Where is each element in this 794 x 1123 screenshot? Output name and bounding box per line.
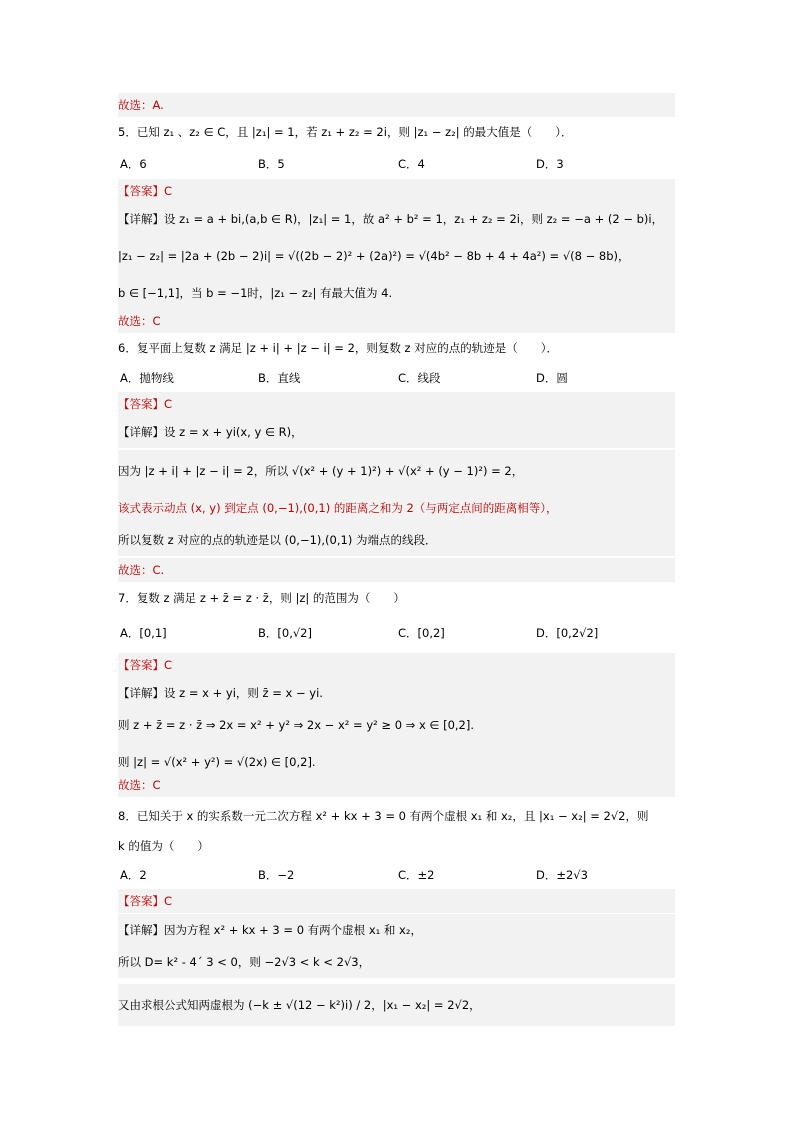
solution-8-line-3: 又由求根公式知两虚根为 (−k ± √(12 − k²)i) / 2，|x₁ − x₂| = 2√2， [118,984,675,1026]
question-7-options [118,617,675,649]
question-7-stem: 7．复数 z 满足 z + z̄ = z · z̄，则 |z| 的范围为（ ） [118,591,405,605]
solution-6-line-1: 【详解】设 z = x + yi(x, y ∈ R)， [118,416,675,448]
solution-6-line-2: 因为 |z + i| + |z − i| = 2，所以 √(x² + (y + 1)²) + √(x² + (y − 1)²) = 2， [118,450,675,492]
option-a: A．[0,1] [120,626,167,640]
option-c: C．±2 [398,868,435,882]
solution-5-line-2: |z₁ − z₂| = |2a + (2b − 2)i| = √((2b − 2)² + (2a)²) = √(4b² − 8b + 4 + 4a²) = √(8 − 8b)， [118,235,675,277]
question-6-options [118,366,675,390]
answer-7: 【答案】C [118,653,675,677]
option-d: D．[0,2√2] [536,626,599,640]
option-b: B．−2 [258,868,295,882]
option-c: C．4 [398,157,425,171]
solution-7-line-3: 则 |z| = √(x² + y²) = √(2x) ∈ [0,2]. [118,741,675,783]
solution-8-line-1: 【详解】因为方程 x² + kx + 3 = 0 有两个虚根 x₁ 和 x₂， [118,914,675,946]
conclusion-7: 故选：C [118,773,675,797]
option-a: A．抛物线 [120,371,174,385]
answer-8: 【答案】C [118,889,675,913]
conclusion-line: 故选：A. [118,93,675,117]
solution-5-line-1: 【详解】设 z₁ = a + bi,(a,b ∈ R)，|z₁| = 1，故 a² + b² = 1，z₁ + z₂ = 2i，则 z₂ = −a + (2 − b)i， [118,203,675,235]
solution-7-line-1: 【详解】设 z = x + yi，则 z̄ = x − yi. [118,677,675,709]
answer-6: 【答案】C [118,392,675,416]
option-c: C．线段 [398,371,441,385]
solution-8-line-2: 所以 D= k² - 4´ 3 < 0，则 −2√3 < k < 2√3， [118,946,675,978]
question-8-options [118,863,675,887]
option-b: B．5 [258,157,285,171]
option-c: C．[0,2] [398,626,445,640]
conclusion-5: 故选：C [118,309,675,333]
conclusion-6: 故选：C. [118,558,675,582]
question-8-stem-1: 8．已知关于 x 的实系数一元二次方程 x² + kx + 3 = 0 有两个虚根 x₁ 和 x₂，且 |x₁ − x₂| = 2√2，则 [118,809,649,823]
solution-6-line-3: 该式表示动点 (x, y) 到定点 (0,−1),(0,1) 的距离之和为 2（与两定点间的距离相等）， [118,492,675,524]
option-b: B．[0,√2] [258,626,312,640]
option-d: D．圆 [536,371,568,385]
option-a: A．2 [120,868,147,882]
question-5-stem: 5．已知 z₁ 、z₂ ∈ C，且 |z₁| = 1，若 z₁ + z₂ = 2i，则 |z₁ − z₂| 的最大值是（ ）． [118,125,573,139]
solution-7-line-2: 则 z + z̄ = z · z̄ ⇒ 2x = x² + y² ⇒ 2x − x² = y² ≥ 0 ⇒ x ∈ [0,2]. [118,709,675,741]
answer-5: 【答案】C [118,179,675,203]
question-5-options [118,152,675,176]
option-d: D．3 [536,157,564,171]
question-6-stem: 6．复平面上复数 z 满足 |z + i| + |z − i| = 2，则复数 z 对应的点的轨迹是（ ）． [118,341,558,355]
solution-5-line-3: b ∈ [−1,1]，当 b = −1时，|z₁ − z₂| 有最大值为 4. [118,277,675,309]
solution-6-line-4: 所以复数 z 对应的点的轨迹是以 (0,−1),(0,1) 为端点的线段． [118,524,675,556]
option-d: D．±2√3 [536,868,588,882]
question-8-stem-2: k 的值为（ ） [118,839,209,853]
option-b: B．直线 [258,371,301,385]
option-a: A．6 [120,157,147,171]
